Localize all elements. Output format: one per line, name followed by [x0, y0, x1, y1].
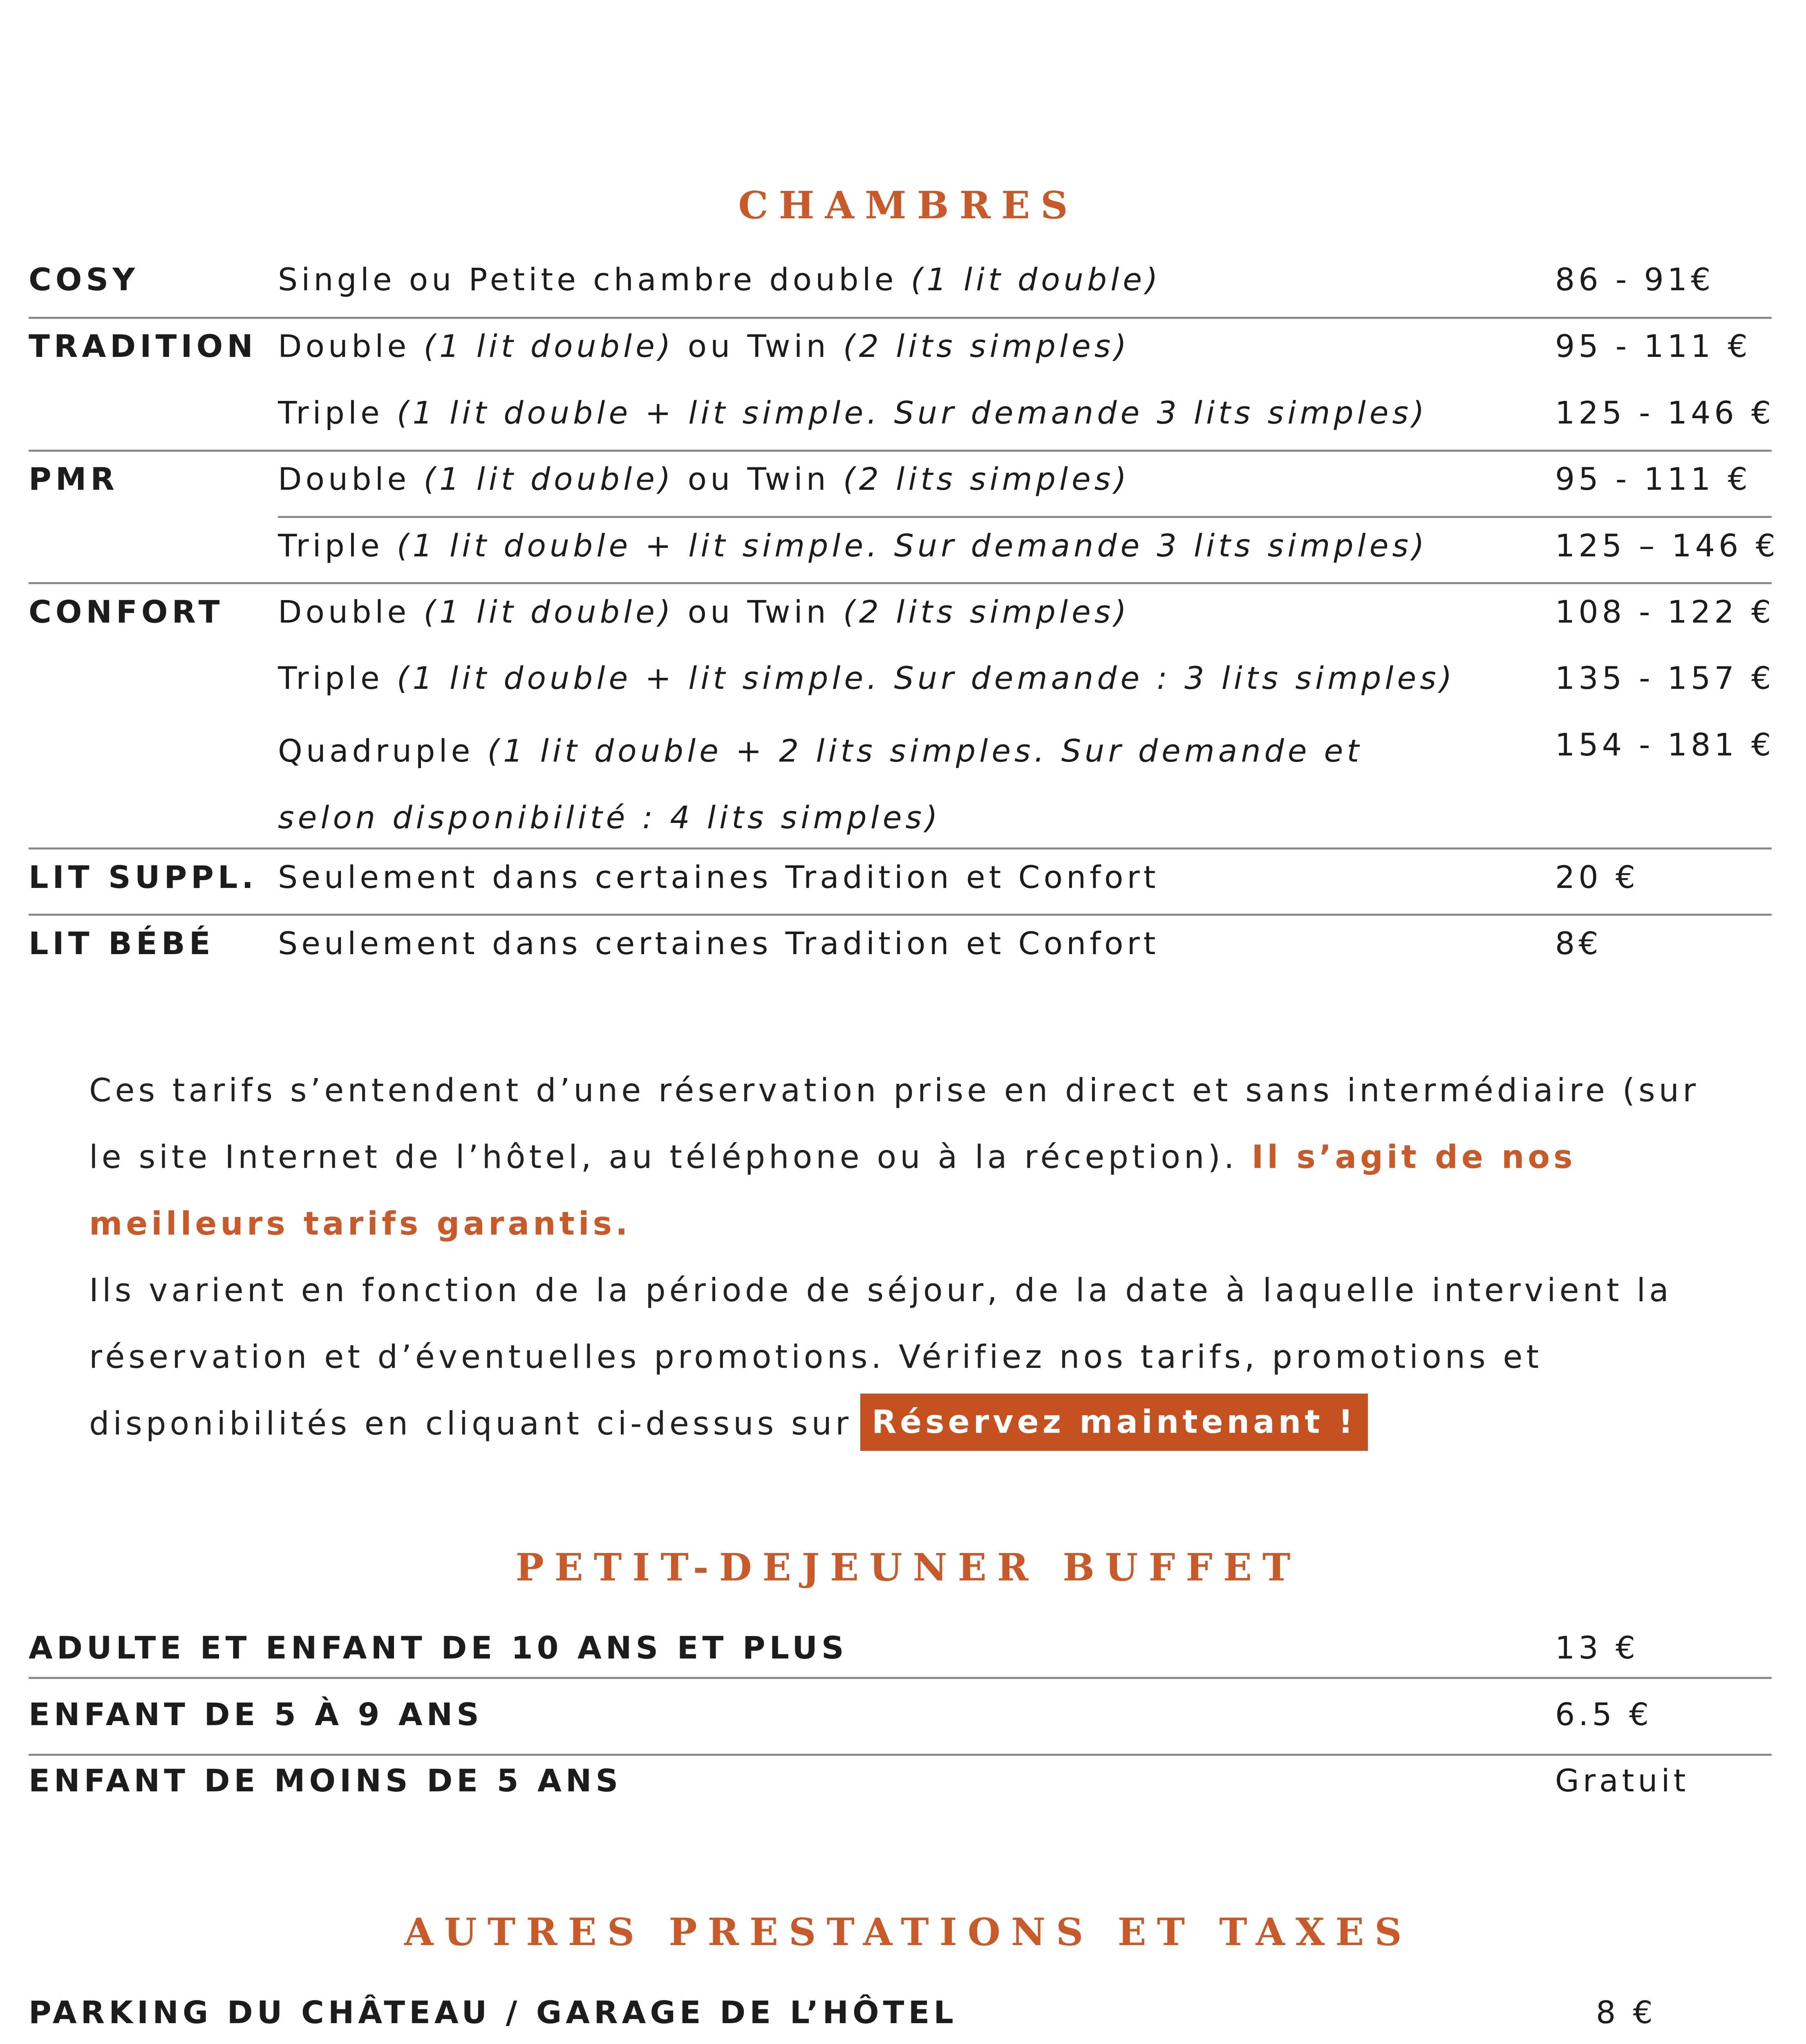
room-category: PMR	[29, 461, 119, 497]
room-price: 20 €	[1555, 859, 1639, 895]
room-price: 86 - 91€	[1555, 261, 1714, 298]
room-price: 95 - 111 €	[1555, 328, 1752, 364]
room-category: LIT SUPPL.	[29, 859, 258, 895]
room-price: 8€	[1555, 925, 1602, 961]
room-price: 154 - 181 €	[1555, 726, 1775, 763]
room-price: 95 - 111 €	[1555, 461, 1752, 497]
room-price: 135 - 157 €	[1555, 660, 1775, 696]
room-row	[0, 252, 1806, 319]
room-price: 125 – 146 €	[1555, 527, 1779, 564]
room-category: COSY	[29, 261, 139, 298]
section-title-chambres: CHAMBRES	[738, 183, 1079, 227]
room-row	[0, 850, 1806, 917]
room-description: Triple (1 lit double + lit simple. Sur demande 3 lits simples)	[278, 394, 1428, 431]
room-description: Single ou Petite chambre double (1 lit double)	[278, 261, 1161, 298]
section-title-other: AUTRES PRESTATIONS ET TAXES	[404, 1910, 1412, 1954]
room-description: Seulement dans certaines Tradition et Confort	[278, 859, 1159, 895]
breakfast-row: ENFANT DE 5 À 9 ANS 6.5 €	[29, 1696, 1653, 1732]
room-row	[0, 319, 1806, 385]
room-price: 125 - 146 €	[1555, 394, 1775, 431]
divider	[29, 914, 1772, 916]
room-category: LIT BÉBÉ	[29, 925, 215, 961]
room-row	[0, 916, 1806, 983]
pricing-notice: Ces tarifs s’entendent d’une réservation prise en direct et sans intermédiaire (sur le site Internet de l’hôtel, au téléphone ou à la réception). Il s’agit de nos meilleurs tarifs garantis. Ils varient en fonction de la période de séjour, de la date à laquelle intervient la réservation et d’éventuelles promotions. Vérifiez nos tarifs, promotions et disponibilités en cliquant ci-dessus sur Réservez maintenant !	[89, 1058, 1716, 1457]
room-row	[0, 585, 1806, 651]
room-description: Quadruple (1 lit double + 2 lits simples. Sur demande et selon disponibilité : 4 lits simples)	[278, 733, 1363, 836]
best-rate-highlight: Il s’agit de nos meilleurs tarifs garantis.	[89, 1139, 1576, 1242]
divider	[29, 582, 1772, 584]
divider	[29, 847, 1772, 849]
room-row	[0, 717, 1806, 851]
room-description: Seulement dans certaines Tradition et Confort	[278, 925, 1159, 961]
room-row	[0, 452, 1806, 518]
book-now-button[interactable]: Réservez maintenant !	[860, 1394, 1368, 1451]
divider	[278, 516, 1772, 518]
room-description: Triple (1 lit double + lit simple. Sur demande 3 lits simples)	[278, 527, 1428, 564]
service-row: PARKING DU CHÂTEAU / GARAGE DE L’HÔTEL 8 €	[29, 1994, 1656, 2031]
room-description: Double (1 lit double) ou Twin (2 lits simples)	[278, 328, 1130, 364]
room-price: 108 - 122 €	[1555, 594, 1775, 630]
room-row	[0, 651, 1806, 717]
breakfast-row: ENFANT DE MOINS DE 5 ANS Gratuit	[29, 1762, 1690, 1799]
section-title-breakfast: PETIT-DEJEUNER BUFFET	[515, 1545, 1301, 1589]
room-category: TRADITION	[29, 328, 257, 364]
breakfast-row: ADULTE ET ENFANT DE 10 ANS ET PLUS 13 €	[29, 1629, 1639, 1666]
room-category: CONFORT	[29, 594, 224, 630]
divider	[29, 1677, 1772, 1679]
room-row	[0, 518, 1806, 585]
room-description: Double (1 lit double) ou Twin (2 lits simples)	[278, 461, 1130, 497]
room-row	[0, 385, 1806, 452]
room-description: Triple (1 lit double + lit simple. Sur demande : 3 lits simples)	[278, 660, 1456, 696]
room-description: Double (1 lit double) ou Twin (2 lits simples)	[278, 594, 1130, 630]
